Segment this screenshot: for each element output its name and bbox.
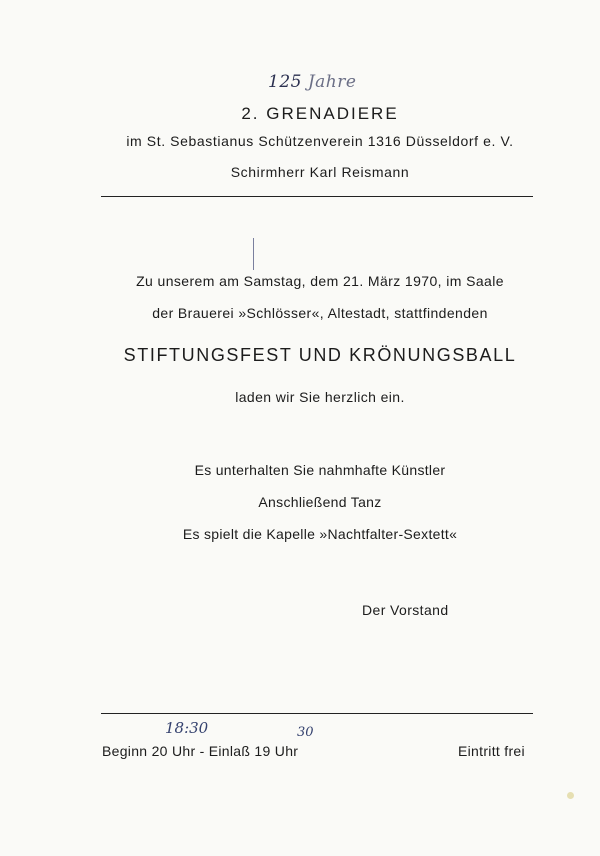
anniversary-stamp bbox=[268, 72, 356, 92]
invitation-line-3: laden wir Sie herzlich ein. bbox=[235, 389, 405, 405]
entertainment-line-1: Es unterhalten Sie nahmhafte Künstler bbox=[194, 462, 446, 478]
handwritten-begin-correction: 18:30 bbox=[165, 719, 209, 737]
invitation-line-2: der Brauerei »Schlösser«, Altestadt, stattfindenden bbox=[152, 305, 488, 321]
bottom-divider bbox=[101, 713, 533, 714]
event-times: Beginn 20 Uhr - Einlaß 19 Uhr bbox=[102, 743, 299, 759]
stamp-number: 125 bbox=[268, 72, 302, 92]
handwritten-entry-correction: 30 bbox=[297, 725, 314, 740]
event-headline: STIFTUNGSFEST UND KRÖNUNGSBALL bbox=[123, 345, 517, 365]
club-title: 2. GRENADIERE bbox=[241, 104, 399, 123]
admission-note: Eintritt frei bbox=[458, 743, 525, 759]
top-divider bbox=[101, 196, 533, 197]
paper-stain bbox=[567, 792, 574, 799]
organization-line: im St. Sebastianus Schützenverein 1316 Düsseldorf e. V. bbox=[126, 133, 514, 149]
invitation-line-1: Zu unserem am Samstag, dem 21. März 1970, im Saale bbox=[136, 273, 504, 289]
signature: Der Vorstand bbox=[362, 602, 449, 618]
stamp-word: Jahre bbox=[307, 72, 357, 92]
entertainment-line-2: Anschließend Tanz bbox=[258, 494, 382, 510]
pen-mark bbox=[253, 238, 254, 270]
patron-line: Schirmherr Karl Reismann bbox=[230, 164, 410, 180]
entertainment-line-3: Es spielt die Kapelle »Nachtfalter-Sextett« bbox=[182, 526, 458, 542]
